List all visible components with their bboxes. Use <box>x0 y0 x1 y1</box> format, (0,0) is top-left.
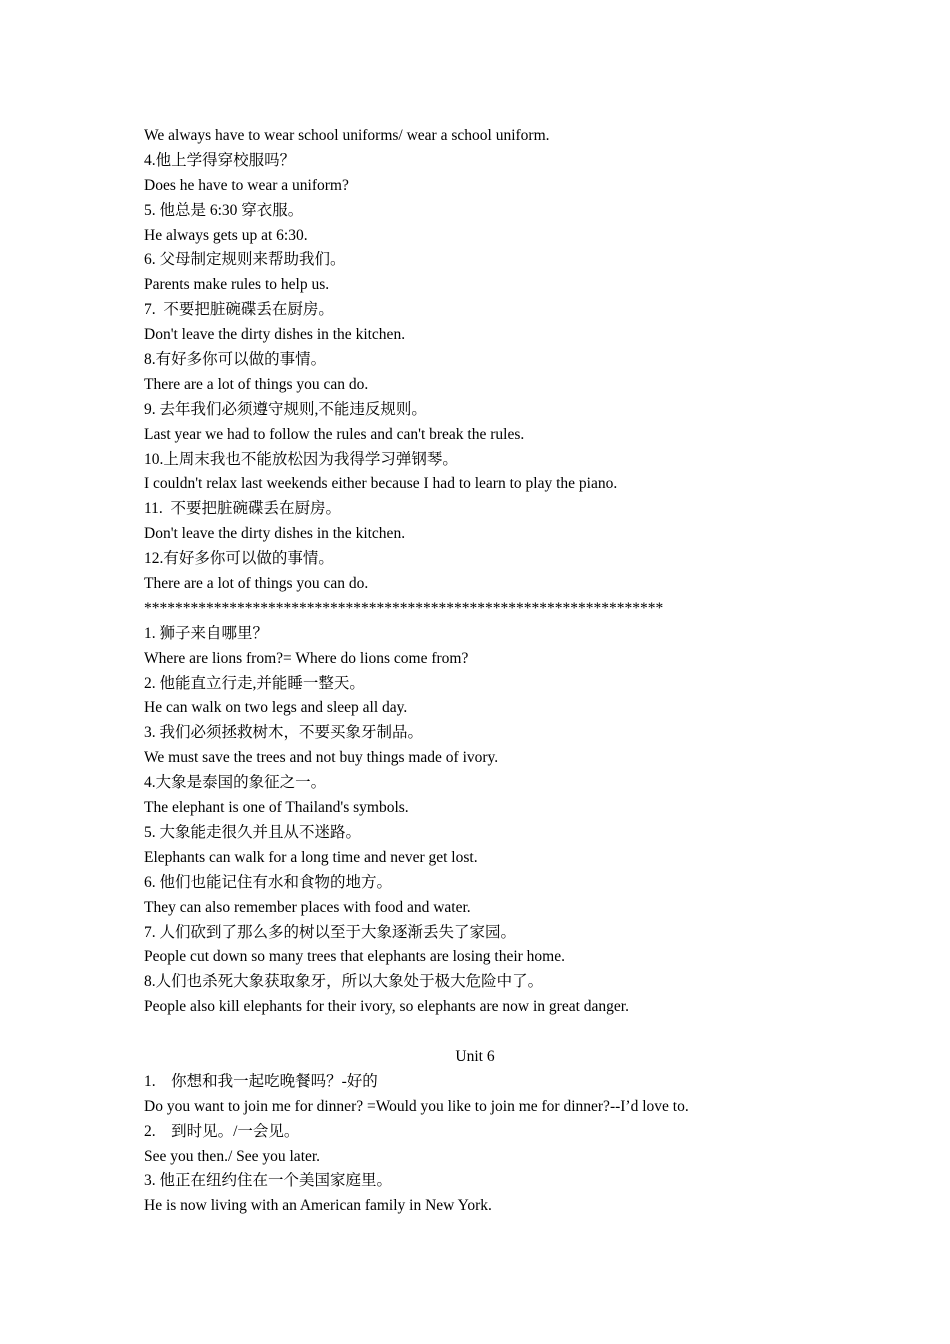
text-line: 2. 他能直立行走,并能睡一整天。 <box>144 674 365 692</box>
text-line: 9. 去年我们必须遵守规则,不能违反规则。 <box>144 400 427 418</box>
text-line: Last year we had to follow the rules and can't break the rules. <box>144 425 525 443</box>
document-body <box>144 124 806 1219</box>
text-line: 5. 他总是 6:30 穿衣服。 <box>144 201 304 219</box>
text-line: Don't leave the dirty dishes in the kitchen. <box>144 525 406 543</box>
text-line: People also kill elephants for their ivory, so elephants are now in great danger. <box>144 998 629 1016</box>
text-line: 11. 不要把脏碗碟丢在厨房。 <box>144 500 342 518</box>
text-line: Does he have to wear a uniform? <box>144 176 349 194</box>
text-line: 3. 我们必须拯救树木，不要买象牙制品。 <box>144 724 424 742</box>
text-line: 2. 到时见。/一会见。 <box>144 1122 300 1140</box>
text-line: 8.有好多你可以做的事情。 <box>144 351 327 369</box>
text-line: 4.大象是泰国的象征之一。 <box>144 774 327 792</box>
text-line: 3. 他正在纽约住在一个美国家庭里。 <box>144 1172 393 1190</box>
text-line: There are a lot of things you can do. <box>144 575 369 593</box>
text-line: 4.他上学得穿校服吗？ <box>144 151 296 169</box>
text-line: Parents make rules to help us. <box>144 276 330 294</box>
text-line: He always gets up at 6:30. <box>144 226 308 244</box>
text-line: 1. 你想和我一起吃晚餐吗？-好的 <box>144 1072 378 1090</box>
separator-line: ******************************************************************* <box>144 599 664 617</box>
unit-heading: Unit 6 <box>455 1047 495 1065</box>
text-line: Elephants can walk for a long time and never get lost. <box>144 848 478 866</box>
text-line: 6. 父母制定规则来帮助我们。 <box>144 251 346 269</box>
text-line: 10.上周末我也不能放松因为我得学习弹钢琴。 <box>144 450 458 468</box>
blank-line <box>144 1020 806 1045</box>
text-line: People cut down so many trees that elephants are losing their home. <box>144 948 565 966</box>
text-line: He can walk on two legs and sleep all day. <box>144 699 408 717</box>
text-line: See you then./ See you later. <box>144 1147 321 1165</box>
text-line: We always have to wear school uniforms/ wear a school uniform. <box>144 127 550 144</box>
text-line: 1. 狮子来自哪里？ <box>144 624 269 642</box>
text-line: There are a lot of things you can do. <box>144 375 369 393</box>
text-line: Do you want to join me for dinner? =Would you like to join me for dinner?--I’d love to. <box>144 1097 689 1115</box>
text-line: I couldn't relax last weekends either because I had to learn to play the piano. <box>144 475 618 493</box>
text-line: 8.人们也杀死大象获取象牙，所以大象处于极大危险中了。 <box>144 973 544 991</box>
text-line: 7. 不要把脏碗碟丢在厨房。 <box>144 301 334 319</box>
text-line: They can also remember places with food and water. <box>144 898 471 916</box>
text-line: Where are lions from?= Where do lions come from? <box>144 649 469 667</box>
text-line: 7. 人们砍到了那么多的树以至于大象逐渐丢失了家园。 <box>144 923 517 941</box>
text-line: 6. 他们也能记住有水和食物的地方。 <box>144 873 393 891</box>
text-line: The elephant is one of Thailand's symbols. <box>144 799 409 817</box>
text-line: 5. 大象能走很久并且从不迷路。 <box>144 823 362 841</box>
text-line: 12.有好多你可以做的事情。 <box>144 550 334 568</box>
text-line: We must save the trees and not buy things made of ivory. <box>144 749 499 767</box>
text-line: He is now living with an American family in New York. <box>144 1197 492 1215</box>
text-line: Don't leave the dirty dishes in the kitchen. <box>144 326 406 344</box>
